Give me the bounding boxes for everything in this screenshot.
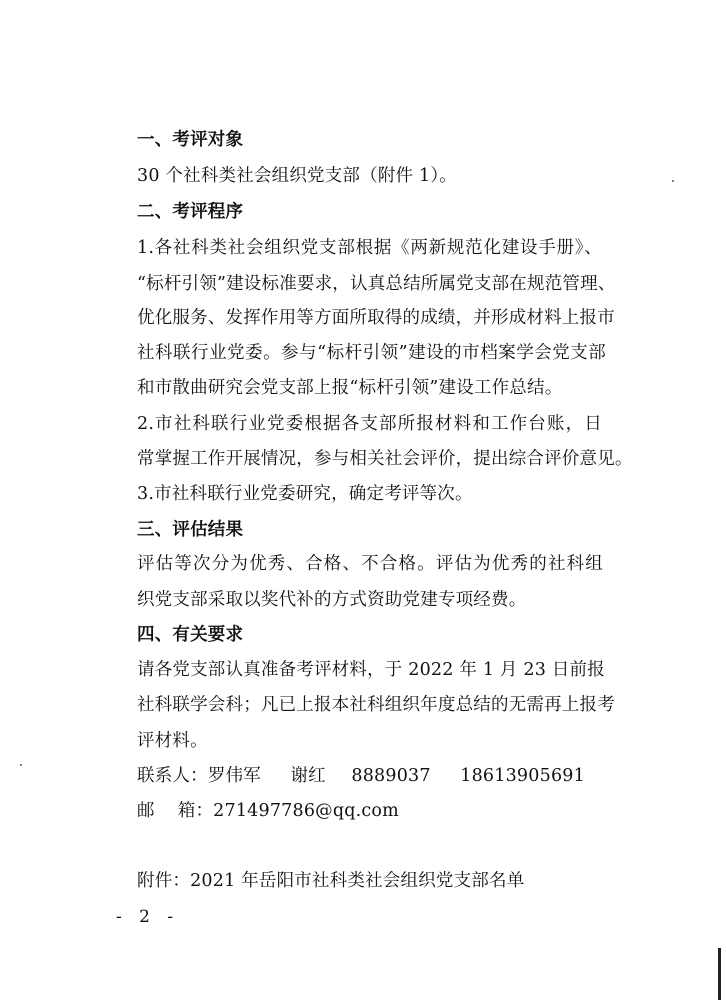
section-heading-4: 四、有关要求 (137, 625, 244, 645)
contact-name-2: 谢红 (290, 766, 326, 786)
contact-phone-1: 8889037 (351, 766, 431, 786)
section-3-line: 评估等次分为优秀、合格、不合格。评估为优秀的社科组 (137, 554, 603, 574)
section-1-paragraph: 30 个社科类社会组织党支部（附件 1）。 (137, 166, 457, 186)
section-heading-3: 三、评估结果 (137, 520, 244, 540)
scan-speck (672, 180, 674, 182)
page-number: - 2 - (116, 907, 180, 927)
attachment-note: 附件：2021 年岳阳市社科类社会组织党支部名单 (137, 871, 525, 891)
scan-edge-mark (718, 948, 721, 1000)
scan-speck (20, 764, 22, 766)
contact-name-1: 罗伟军 (207, 766, 261, 786)
section-heading-1: 一、考评对象 (137, 130, 244, 150)
section-3-line: 织党支部采取以奖代补的方式资助党建专项经费。 (137, 590, 527, 610)
section-4-line: 社科联学会科；凡已上报本社科组织年度总结的无需再上报考 (137, 695, 615, 715)
contact-row (137, 765, 585, 787)
contact-label: 联系人： (137, 766, 208, 786)
section-2-item1-line: “标杆引领”建设标准要求，认真总结所属党支部在规范管理、 (137, 274, 616, 294)
section-2-item1-line: 和市散曲研究会党支部上报“标杆引领”建设工作总结。 (137, 378, 563, 398)
section-2-item1-line: 社科联行业党委。参与“标杆引领”建设的市档案学会党支部 (137, 343, 606, 363)
section-4-line: 请各党支部认真准备考评材料，于 2022 年 1 月 23 日前报 (137, 660, 605, 680)
section-2-item1-line: 优化服务、发挥作用等方面所取得的成绩，并形成材料上报市 (137, 308, 615, 328)
contact-phone-2: 18613905691 (460, 766, 585, 786)
section-2-item1-line: 1.各社科类社会组织党支部根据《两新规范化建设手册》、 (137, 238, 602, 258)
section-4-line: 评材料。 (137, 731, 208, 751)
email-label: 邮 箱： (137, 801, 214, 821)
section-2-item2-line: 常掌握工作开展情况，参与相关社会评价，提出综合评价意见。 (137, 449, 633, 469)
email-row (137, 800, 399, 822)
section-heading-2: 二、考评程序 (137, 202, 244, 222)
section-2-item3: 3.市社科联行业党委研究，确定考评等次。 (137, 484, 473, 504)
email-address: 271497786@qq.com (213, 801, 399, 821)
section-2-item2-line: 2.市社科联行业党委根据各支部所报材料和工作台账，日 (137, 414, 602, 434)
